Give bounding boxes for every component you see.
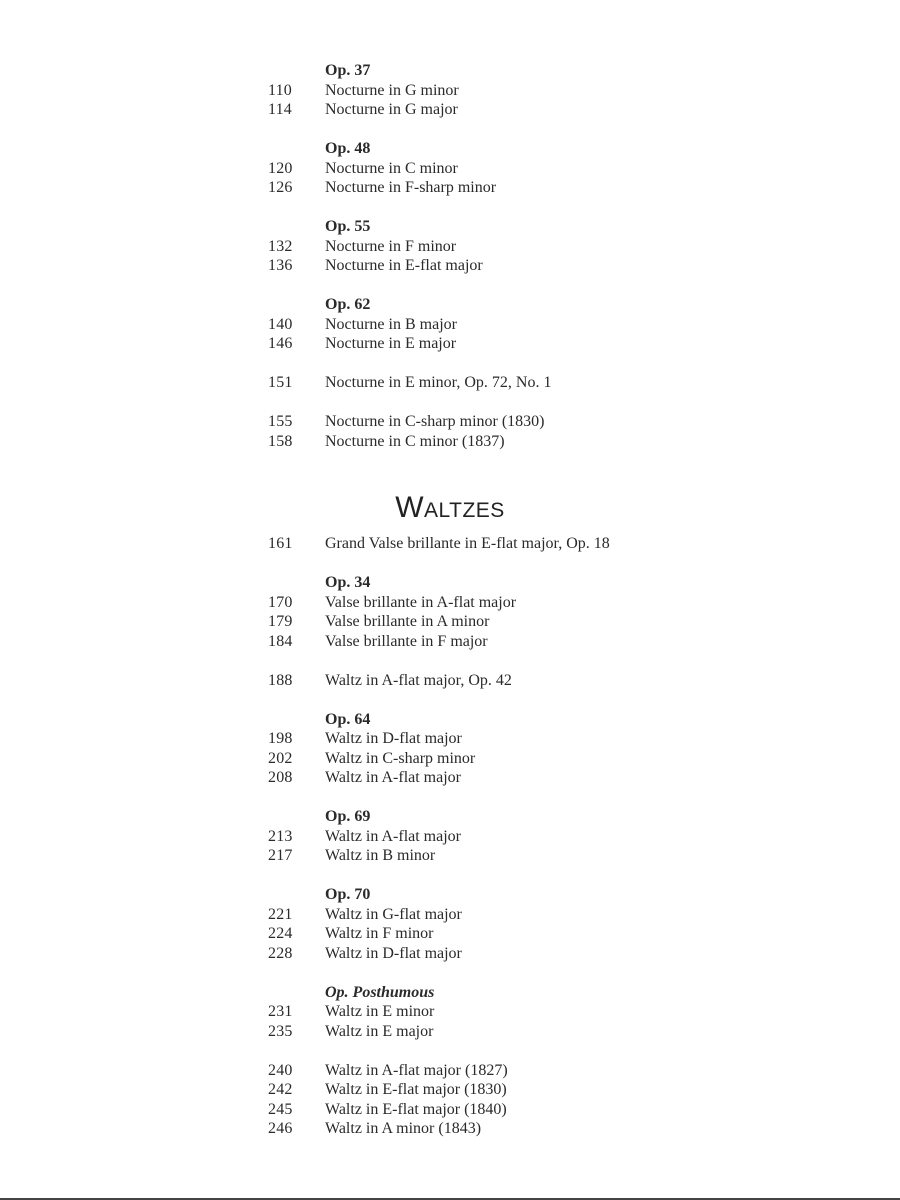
toc-group-op64 bbox=[268, 710, 748, 788]
toc-entry[interactable] bbox=[268, 256, 748, 276]
page-number: 136 bbox=[268, 257, 293, 274]
piece-title: Nocturne in G minor bbox=[325, 81, 459, 99]
piece-title: Nocturne in F-sharp minor bbox=[325, 179, 497, 196]
toc-entry[interactable] bbox=[268, 373, 748, 393]
toc-entry[interactable] bbox=[268, 612, 748, 632]
page-number: 217 bbox=[268, 847, 293, 864]
toc-entry[interactable] bbox=[268, 768, 748, 788]
page-number: 126 bbox=[268, 179, 293, 196]
opus-heading: Op. 48 bbox=[325, 140, 371, 157]
opus-heading: Op. Posthumous bbox=[325, 983, 435, 1001]
toc-entry[interactable] bbox=[268, 334, 748, 354]
toc-group-op34 bbox=[268, 573, 748, 651]
piece-title: Waltz in A-flat major bbox=[325, 827, 461, 845]
opus-heading: Op. 69 bbox=[325, 808, 371, 825]
toc-entry[interactable] bbox=[268, 432, 748, 452]
page-number: 179 bbox=[268, 613, 293, 630]
page-number: 213 bbox=[268, 827, 293, 845]
toc-entry[interactable] bbox=[268, 593, 748, 613]
toc-entry[interactable] bbox=[268, 534, 748, 554]
section-title-waltzes: Waltzes bbox=[395, 491, 505, 524]
piece-title: Nocturne in E minor, Op. 72, No. 1 bbox=[325, 374, 552, 391]
page-number: 198 bbox=[268, 730, 293, 747]
page-number: 184 bbox=[268, 632, 293, 650]
page-number: 228 bbox=[268, 944, 293, 962]
piece-title: Waltz in A-flat major (1827) bbox=[325, 1061, 508, 1079]
piece-title: Waltz in F minor bbox=[325, 925, 434, 942]
toc-entry[interactable] bbox=[268, 100, 748, 120]
toc-entry[interactable] bbox=[268, 159, 748, 179]
opus-heading: Op. 64 bbox=[325, 710, 371, 728]
piece-title: Nocturne in E major bbox=[325, 335, 457, 352]
page-number: 240 bbox=[268, 1061, 293, 1079]
toc-entry[interactable] bbox=[268, 1080, 748, 1100]
page-number: 246 bbox=[268, 1120, 293, 1137]
toc-group-op62 bbox=[268, 295, 748, 354]
page-number: 242 bbox=[268, 1081, 293, 1098]
page-number: 155 bbox=[268, 413, 293, 430]
piece-title: Waltz in A-flat major, Op. 42 bbox=[325, 671, 512, 689]
page-number: 235 bbox=[268, 1022, 293, 1040]
toc-entry[interactable] bbox=[268, 1002, 748, 1022]
opus-heading: Op. 37 bbox=[325, 62, 371, 79]
piece-title: Waltz in E-flat major (1830) bbox=[325, 1081, 507, 1098]
piece-title: Nocturne in E-flat major bbox=[325, 257, 483, 274]
opus-heading: Op. 70 bbox=[325, 886, 371, 903]
toc-group-misc bbox=[268, 412, 748, 451]
page-number: 146 bbox=[268, 335, 293, 352]
toc-group-single bbox=[268, 534, 748, 554]
toc-entry[interactable] bbox=[268, 81, 748, 101]
piece-title: Waltz in A minor (1843) bbox=[325, 1120, 482, 1137]
page-number: 161 bbox=[268, 535, 293, 552]
toc-entry[interactable] bbox=[268, 924, 748, 944]
toc-entry[interactable] bbox=[268, 944, 748, 964]
piece-title: Waltz in C-sharp minor bbox=[325, 749, 476, 767]
page-number: 132 bbox=[268, 237, 293, 255]
opus-heading: Op. 55 bbox=[325, 218, 371, 235]
piece-title: Nocturne in F minor bbox=[325, 237, 457, 255]
piece-title: Valse brillante in A minor bbox=[325, 613, 490, 630]
piece-title: Nocturne in C minor bbox=[325, 159, 458, 177]
toc-group-misc bbox=[268, 1061, 748, 1139]
toc-entry[interactable] bbox=[268, 178, 748, 198]
toc-entry[interactable] bbox=[268, 632, 748, 652]
page-number: 158 bbox=[268, 432, 293, 450]
piece-title: Waltz in D-flat major bbox=[325, 944, 462, 962]
toc-entry[interactable] bbox=[268, 827, 748, 847]
piece-title: Nocturne in B major bbox=[325, 315, 457, 333]
toc-entry[interactable] bbox=[268, 729, 748, 749]
toc-entry[interactable] bbox=[268, 749, 748, 769]
toc-entry[interactable] bbox=[268, 1061, 748, 1081]
toc-group-posthumous bbox=[268, 983, 748, 1042]
page-number: 120 bbox=[268, 159, 293, 177]
page-number: 224 bbox=[268, 925, 293, 942]
toc-entry[interactable] bbox=[268, 1100, 748, 1120]
piece-title: Waltz in A-flat major bbox=[325, 769, 461, 786]
page-number: 245 bbox=[268, 1100, 293, 1118]
waltzes-list bbox=[268, 534, 748, 1139]
piece-title: Valse brillante in F major bbox=[325, 632, 488, 650]
toc-group-op70 bbox=[268, 885, 748, 963]
page-number: 231 bbox=[268, 1003, 293, 1020]
piece-title: Waltz in G-flat major bbox=[325, 905, 462, 923]
toc-group-op48 bbox=[268, 139, 748, 198]
toc-entry[interactable] bbox=[268, 905, 748, 925]
page-number: 110 bbox=[268, 81, 293, 99]
toc-group-op69 bbox=[268, 807, 748, 866]
piece-title: Nocturne in C minor (1837) bbox=[325, 432, 505, 450]
page-number: 140 bbox=[268, 315, 293, 333]
piece-title: Waltz in B minor bbox=[325, 847, 436, 864]
toc-entry[interactable] bbox=[268, 1022, 748, 1042]
page-number: 114 bbox=[268, 101, 293, 118]
toc-entry[interactable] bbox=[268, 1119, 748, 1139]
nocturnes-list bbox=[268, 61, 748, 451]
page-number: 151 bbox=[268, 374, 293, 391]
piece-title: Nocturne in G major bbox=[325, 101, 458, 118]
piece-title: Grand Valse brillante in E-flat major, Op. 18 bbox=[325, 535, 610, 552]
piece-title: Waltz in E-flat major (1840) bbox=[325, 1100, 507, 1118]
toc-entry[interactable] bbox=[268, 315, 748, 335]
toc-entry[interactable] bbox=[268, 846, 748, 866]
opus-heading: Op. 62 bbox=[325, 296, 371, 313]
page-number: 188 bbox=[268, 671, 293, 689]
toc-entry[interactable] bbox=[268, 237, 748, 257]
piece-title: Waltz in D-flat major bbox=[325, 730, 462, 747]
toc-entry[interactable] bbox=[268, 671, 748, 691]
page-number: 170 bbox=[268, 593, 293, 611]
piece-title: Waltz in E major bbox=[325, 1022, 434, 1040]
page-number: 221 bbox=[268, 905, 293, 923]
toc-group-op37 bbox=[268, 61, 748, 120]
page-number: 202 bbox=[268, 749, 293, 767]
piece-title: Nocturne in C-sharp minor (1830) bbox=[325, 413, 545, 430]
toc-group-op55 bbox=[268, 217, 748, 276]
toc-group-single bbox=[268, 373, 748, 393]
piece-title: Valse brillante in A-flat major bbox=[325, 593, 517, 611]
toc-group-single bbox=[268, 671, 748, 691]
page-number: 208 bbox=[268, 769, 293, 786]
toc-entry[interactable] bbox=[268, 412, 748, 432]
piece-title: Waltz in E minor bbox=[325, 1003, 435, 1020]
opus-heading: Op. 34 bbox=[325, 574, 371, 591]
